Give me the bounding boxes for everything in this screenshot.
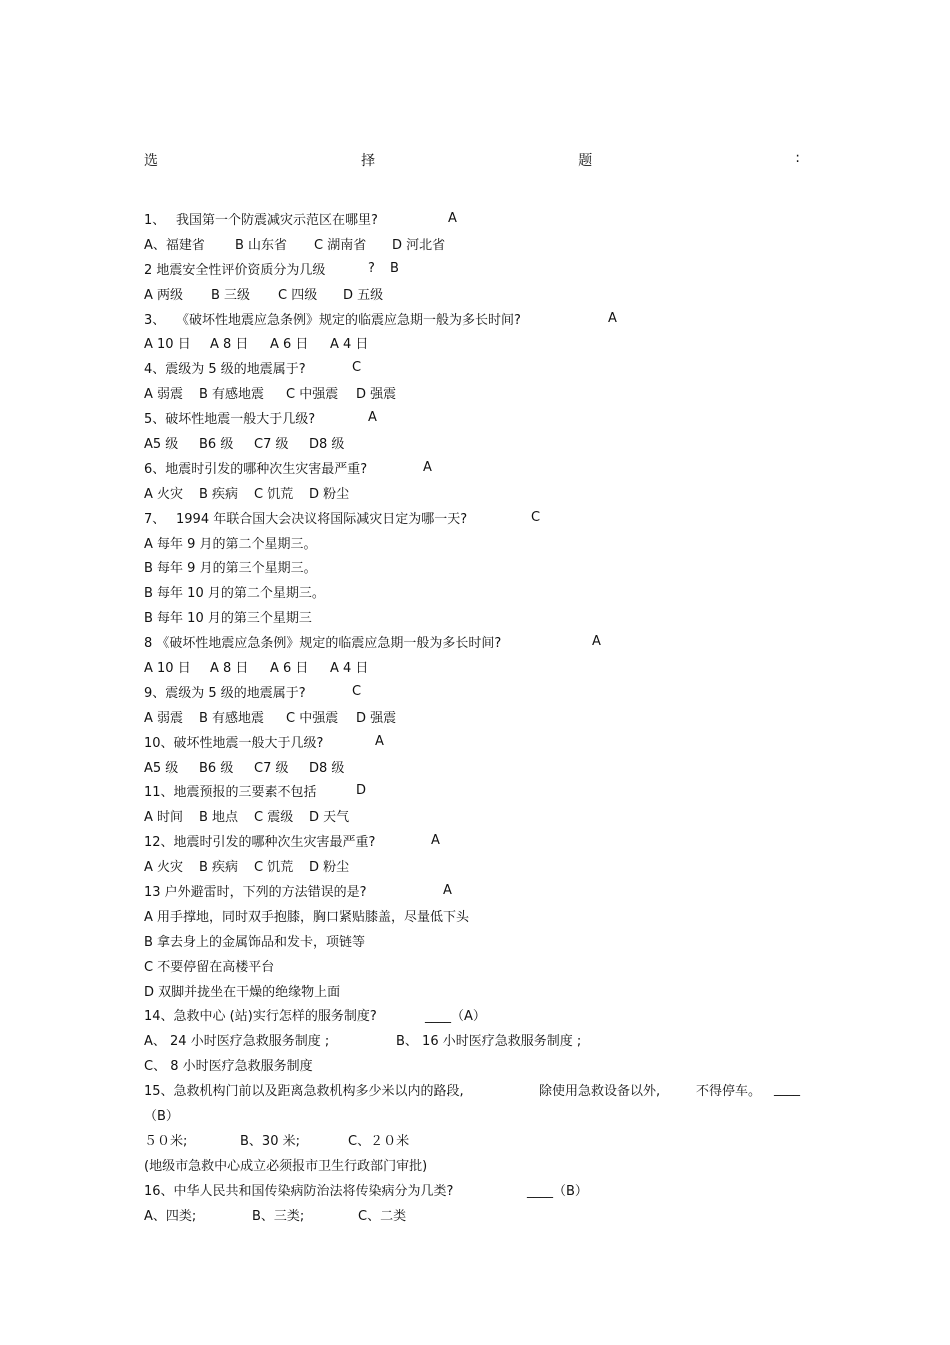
text-segment: C 四级	[278, 287, 318, 303]
text-segment: A 弱震	[144, 710, 184, 726]
text-segment: C7 级	[254, 760, 289, 776]
text-line	[144, 355, 824, 380]
text-segment: 1、	[144, 212, 166, 228]
text-segment: 13 户外避雷时，下列的方法错误的是?	[144, 884, 367, 900]
text-segment: C、二类	[358, 1208, 407, 1224]
text-segment: 3、	[144, 312, 166, 328]
text-line	[144, 1177, 824, 1202]
text-segment: 不得停车。	[696, 1084, 762, 1100]
text-segment: D 天气	[309, 810, 350, 826]
text-line	[144, 928, 824, 953]
text-segment: A	[431, 833, 440, 849]
text-segment: D	[356, 783, 367, 799]
text-segment: C 震级	[254, 810, 294, 826]
text-segment: D 粉尘	[309, 860, 350, 876]
text-line	[144, 903, 824, 928]
text-segment: 16、中华人民共和国传染病防治法将传染病分为几类?	[144, 1183, 454, 1199]
text-segment: （B）	[144, 1109, 179, 1124]
text-segment: A 10 日	[144, 660, 191, 676]
text-segment: 4、震级为 5 级的地震属于?	[144, 362, 306, 378]
text-segment: C 中强震	[286, 387, 339, 403]
text-line	[144, 330, 824, 355]
text-segment: A 8 日	[210, 337, 249, 353]
text-segment: A 4 日	[330, 337, 369, 353]
text-segment: ５０米;	[144, 1133, 188, 1149]
text-segment: 9、震级为 5 级的地震属于?	[144, 685, 306, 701]
text-line	[144, 754, 824, 779]
text-segment: 12、地震时引发的哪种次生灾害最严重?	[144, 835, 376, 851]
text-segment: C 湖南省	[314, 237, 367, 253]
text-segment: 2 地震安全性评价资质分为几级	[144, 262, 326, 278]
text-segment: 除使用急救设备以外,	[539, 1084, 661, 1100]
text-line	[144, 604, 824, 629]
text-line	[144, 803, 824, 828]
text-segment: A 4 日	[330, 660, 369, 676]
text-segment: 7、	[144, 511, 166, 527]
text-segment: ?	[368, 260, 375, 276]
title-char: 择	[361, 153, 376, 169]
text-line	[144, 828, 824, 853]
text-line	[144, 430, 824, 455]
text-segment: A、 24 小时医疗急救服务制度 ;	[144, 1034, 330, 1050]
text-segment: B 有感地震	[199, 387, 265, 403]
text-segment: B 拿去身上的金属饰品和发卡，项链等	[144, 934, 366, 950]
text-line	[144, 1127, 824, 1152]
text-segment: B 每年 10 月的第二个星期三。	[144, 586, 325, 602]
text-segment: A 火灾	[144, 486, 184, 502]
text-line	[144, 554, 824, 579]
title-char: :	[795, 150, 800, 166]
title-char: 选	[144, 153, 158, 169]
text-segment: B 疾病	[199, 486, 239, 502]
section-title	[144, 150, 800, 170]
text-segment: D 强震	[356, 710, 397, 726]
text-segment: B 每年 10 月的第三个星期三	[144, 611, 312, 627]
text-line	[144, 281, 824, 306]
text-segment: ____	[774, 1082, 800, 1098]
text-segment: D8 级	[309, 760, 345, 776]
text-line	[144, 206, 824, 231]
text-segment: C 饥荒	[254, 486, 294, 502]
text-segment: B6 级	[199, 760, 234, 776]
text-line	[144, 306, 824, 331]
text-line	[144, 629, 824, 654]
text-line	[144, 579, 824, 604]
text-line	[144, 1152, 824, 1177]
text-line	[144, 729, 824, 754]
text-segment: A	[423, 459, 432, 475]
text-line	[144, 679, 824, 704]
text-segment: A 10 日	[144, 337, 191, 353]
text-segment: 我国第一个防震减灾示范区在哪里?	[176, 212, 378, 228]
text-line	[144, 455, 824, 480]
text-line	[144, 256, 824, 281]
text-segment: (地级市急救中心成立必须报市卫生行政部门审批)	[144, 1158, 428, 1174]
text-segment: A 每年 9 月的第二个星期三。	[144, 536, 317, 552]
text-segment: B 山东省	[235, 237, 288, 253]
text-segment: A5 级	[144, 436, 179, 452]
question-list	[144, 206, 824, 1227]
text-segment: A	[368, 410, 377, 426]
text-segment: A、四类;	[144, 1208, 197, 1224]
text-line	[144, 1003, 824, 1028]
text-segment: 8 《破坏性地震应急条例》规定的临震应急期一般为多长时间?	[144, 636, 502, 652]
text-line	[144, 778, 824, 803]
text-segment: D 双脚并拢坐在干燥的绝缘物上面	[144, 984, 341, 1000]
text-line	[144, 953, 824, 978]
text-segment: A5 级	[144, 760, 179, 776]
text-segment: A	[375, 733, 384, 749]
text-segment: A 用手撑地，同时双手抱膝，胸口紧贴膝盖，尽量低下头	[144, 909, 470, 925]
text-segment: B 有感地震	[199, 710, 265, 726]
text-line	[144, 380, 824, 405]
text-line	[144, 1202, 824, 1227]
text-segment: 5、破坏性地震一般大于几级?	[144, 412, 316, 428]
text-line	[144, 1052, 824, 1077]
text-segment: A	[592, 634, 601, 650]
text-segment: ____（A）	[425, 1009, 486, 1025]
text-line	[144, 704, 824, 729]
text-segment: 11、地震预报的三要素不包括	[144, 785, 317, 801]
text-segment: B、 16 小时医疗急救服务制度 ;	[396, 1034, 582, 1050]
text-line	[144, 853, 824, 878]
text-segment: A	[448, 210, 457, 226]
text-segment: 6、地震时引发的哪种次生灾害最严重?	[144, 461, 368, 477]
text-segment: 1994 年联合国大会决议将国际减灾日定为哪一天?	[176, 511, 468, 527]
text-segment: B	[390, 260, 399, 276]
text-segment: B、30 米;	[240, 1133, 300, 1149]
text-line	[144, 480, 824, 505]
text-segment: C 饥荒	[254, 860, 294, 876]
text-line	[144, 654, 824, 679]
text-line	[144, 231, 824, 256]
text-segment: C	[352, 360, 362, 376]
text-segment: A 弱震	[144, 387, 184, 403]
text-segment: D 强震	[356, 387, 397, 403]
text-segment: A 6 日	[270, 660, 309, 676]
text-segment: A 火灾	[144, 860, 184, 876]
text-segment: D 五级	[343, 287, 384, 303]
text-segment: D8 级	[309, 436, 345, 452]
text-segment: C、２０米	[348, 1133, 410, 1149]
text-segment: C 不要停留在高楼平台	[144, 959, 275, 975]
text-segment: B 每年 9 月的第三个星期三。	[144, 561, 317, 577]
text-line	[144, 405, 824, 430]
text-line	[144, 978, 824, 1003]
text-segment: B 三级	[211, 287, 251, 303]
text-segment: A、福建省	[144, 237, 205, 253]
text-segment: 15、急救机构门前以及距离急救机构多少米以内的路段,	[144, 1084, 464, 1100]
text-segment: 《破坏性地震应急条例》规定的临震应急期一般为多长时间?	[176, 312, 521, 328]
text-segment: A	[608, 310, 617, 326]
text-segment: A 时间	[144, 810, 184, 826]
text-segment: C 中强震	[286, 710, 339, 726]
text-segment: C7 级	[254, 436, 289, 452]
text-line	[144, 505, 824, 530]
text-segment: B6 级	[199, 436, 234, 452]
text-line	[144, 530, 824, 555]
title-char: 题	[578, 153, 593, 169]
text-segment: C、 8 小时医疗急救服务制度	[144, 1059, 313, 1075]
text-segment: A 两级	[144, 287, 184, 303]
text-segment: C	[352, 683, 362, 699]
text-line	[144, 878, 824, 903]
text-segment: B 疾病	[199, 860, 239, 876]
text-segment: A 8 日	[210, 660, 249, 676]
text-line	[144, 1102, 824, 1127]
text-segment: ____（B）	[527, 1183, 588, 1199]
text-segment: D 粉尘	[309, 486, 350, 502]
text-segment: A 6 日	[270, 337, 309, 353]
text-segment: 10、破坏性地震一般大于几级?	[144, 735, 324, 751]
text-segment: C	[531, 509, 541, 525]
text-segment: B 地点	[199, 810, 239, 826]
text-segment: B、三类;	[252, 1208, 305, 1224]
text-line	[144, 1077, 824, 1102]
text-segment: 14、急救中心 (站)实行怎样的服务制度?	[144, 1009, 377, 1025]
text-line	[144, 1027, 824, 1052]
text-segment: D 河北省	[392, 237, 446, 253]
text-segment: A	[443, 882, 452, 898]
